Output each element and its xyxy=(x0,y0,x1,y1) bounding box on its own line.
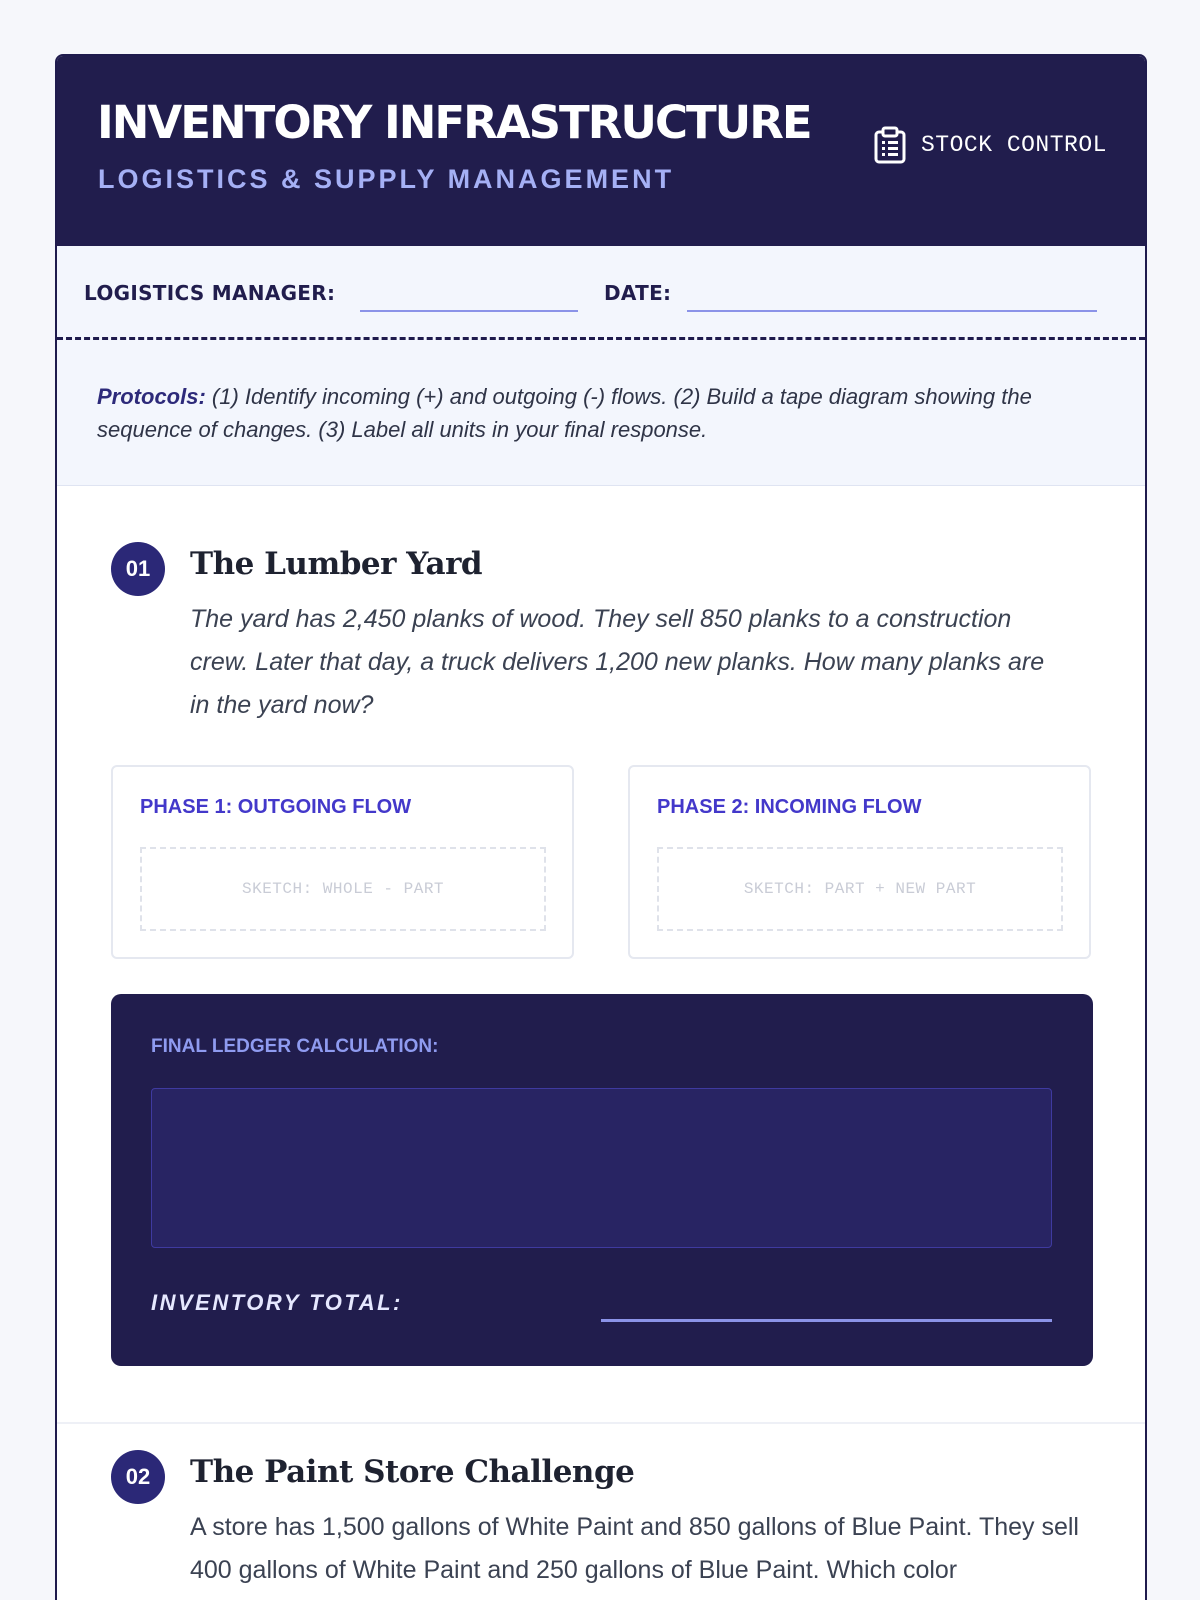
clipboard-icon xyxy=(873,126,907,164)
phase-2-sketch-area[interactable]: SKETCH: PART + NEW PART xyxy=(657,847,1063,931)
manager-field[interactable] xyxy=(360,310,578,312)
problem-text: The yard has 2,450 planks of wood. They sell 850 planks to a construction crew. Later that day, a truck delivers 1,200 new planks. How many planks are in the yard now? xyxy=(190,605,1045,719)
worksheet xyxy=(55,54,1147,1600)
phase-2-label: PHASE 2: INCOMING FLOW xyxy=(657,796,922,818)
phase-2-box xyxy=(628,765,1091,959)
date-label: DATE: xyxy=(604,281,672,305)
protocols-label: Protocols: xyxy=(97,384,206,409)
manager-label: LOGISTICS MANAGER: xyxy=(84,281,336,305)
ledger-box xyxy=(111,994,1093,1366)
protocols-text: (1) Identify incoming (+) and outgoing (-) flows. (2) Build a tape diagram showing the sequence of changes. (3) Label all units in your final response. xyxy=(97,384,1032,442)
problem-title: The Lumber Yard xyxy=(190,546,483,582)
stock-control-badge xyxy=(873,126,1107,164)
page-subtitle: LOGISTICS & SUPPLY MANAGEMENT xyxy=(98,164,675,194)
problem-text: A store has 1,500 gallons of White Paint and 850 gallons of Blue Paint. They sell 400 gallons of White Paint and 250 gallons of Blue Paint. Which color xyxy=(190,1513,1079,1584)
inventory-total-label: INVENTORY TOTAL: xyxy=(151,1290,403,1315)
inventory-total-field[interactable] xyxy=(601,1319,1052,1322)
problem-number: 01 xyxy=(111,542,165,596)
page-title: INVENTORY INFRASTRUCTURE xyxy=(97,96,811,149)
badge-label: STOCK CONTROL xyxy=(921,132,1107,158)
date-field[interactable] xyxy=(687,310,1097,312)
phase-1-label: PHASE 1: OUTGOING FLOW xyxy=(140,796,412,818)
meta-fields xyxy=(57,246,1145,340)
ledger-label: FINAL LEDGER CALCULATION: xyxy=(151,1036,439,1057)
problem-title: The Paint Store Challenge xyxy=(190,1454,635,1490)
ledger-work-area[interactable] xyxy=(151,1088,1052,1248)
phase-1-sketch-area[interactable]: SKETCH: WHOLE - PART xyxy=(140,847,546,931)
protocols-box xyxy=(57,340,1145,486)
section-divider xyxy=(57,1422,1145,1424)
problem-number: 02 xyxy=(111,1450,165,1504)
header xyxy=(57,56,1145,246)
phase-1-box xyxy=(111,765,574,959)
